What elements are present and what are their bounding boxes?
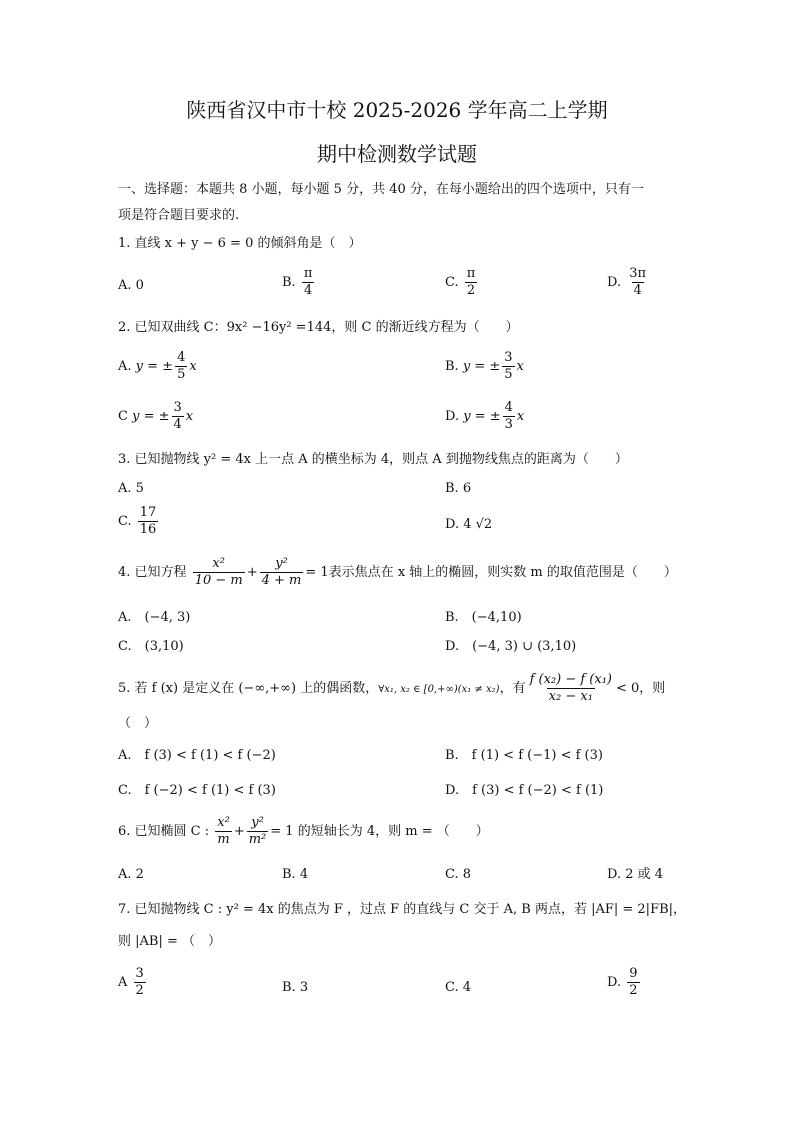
- q2-option-d-fraction: $\frac{4}{3}$: [504, 400, 513, 432]
- q2-stem: 2. 已知双曲线 C：9x² −16y² =144，则 C 的渐近线方程为（ ）: [118, 320, 519, 335]
- q5-option-a: A. f (3) < f (1) < f (−2): [118, 748, 276, 763]
- q1-option-a: A. 0: [118, 278, 144, 293]
- q3-option-c-fraction: $\frac{17}{16}$: [139, 505, 157, 537]
- q1-option-d-fraction: $\frac{3\pi}{4}$: [629, 266, 647, 298]
- q4-option-d: D. (−4, 3) ∪ (3,10): [445, 639, 577, 654]
- q5-answer-bracket: （ ）: [118, 716, 158, 731]
- exam-title-line2: 期中检测数学试题: [317, 142, 477, 166]
- q1-option-d: D. $\frac{3\pi}{4}$: [607, 266, 647, 298]
- q4-option-a: A. (−4, 3): [118, 610, 191, 625]
- q7-option-a-fraction: $\frac{3}{2}$: [135, 966, 144, 998]
- section-instructions-line1: 一、选择题：本题共 8 小题，每小题 5 分，共 40 分，在每小题给出的四个选项中，只有一: [118, 182, 644, 197]
- q5-option-b: B. f (1) < f (−1) < f (3): [445, 748, 603, 763]
- q3-stem: 3. 已知抛物线 y² = 4x 上一点 A 的横坐标为 4，则点 A 到抛物线焦点的距离为（ ）: [118, 452, 628, 467]
- q1-option-c-fraction: $\frac{\pi}{2}$: [466, 266, 476, 298]
- q5-option-d: D. f (3) < f (−2) < f (1): [445, 783, 604, 798]
- q7-stem-line1: 7. 已知抛物线 C : y² = 4x 的焦点为 F ，过点 F 的直线与 C 交于 A, B 两点，若 |AF| = 2|FB|，: [118, 902, 687, 917]
- q2-option-c: C y = ± $\frac{3}{4}$ x: [118, 400, 194, 432]
- q7-option-d-fraction: $\frac{9}{2}$: [629, 966, 638, 998]
- q2-option-a-fraction: $\frac{4}{5}$: [177, 350, 186, 382]
- q7-option-b: B. 3: [282, 980, 309, 995]
- q3-option-a: A. 5: [118, 481, 144, 496]
- q5-option-c: C. f (−2) < f (1) < f (3): [118, 783, 276, 798]
- q4-option-c: C. (3,10): [118, 639, 184, 654]
- q7-option-d: D. $\frac{9}{2}$: [607, 966, 638, 998]
- q6-option-b: B. 4: [282, 867, 309, 882]
- q6-option-d: D. 2 或 4: [607, 867, 664, 882]
- section-instructions-line2: 项是符合题目要求的.: [118, 208, 240, 223]
- q2-option-b-fraction: $\frac{3}{5}$: [504, 350, 513, 382]
- q7-option-a: A $\frac{3}{2}$: [118, 966, 144, 998]
- q6-option-c: C. 8: [445, 867, 472, 882]
- q1-stem: 1. 直线 x + y − 6 = 0 的倾斜角是（ ）: [118, 236, 362, 251]
- q5-fraction: $\frac{\text{f (x₂) − f (x₁)}}{\text{x₂ − x₁}}$: [529, 672, 612, 704]
- q2-option-c-fraction: $\frac{3}{4}$: [173, 400, 182, 432]
- q5-stem: 5. 若 f (x) 是定义在 (−∞,+∞) 上的偶函数，∀x₁, x₂ ∈ [0,+∞)(x₁ ≠ x₂)，有 $\frac{\text{f (x₂) − f (x₁)}}{\text{x₂ − x₁}}$ < 0，则: [118, 672, 666, 704]
- q1-option-b: B. $\frac{\pi}{4}$: [282, 266, 313, 298]
- q4-fraction-y: $\frac{\text{y²}}{4 + m}$: [261, 556, 302, 588]
- exam-title-line1: 陕西省汉中市十校 2025-2026 学年高二上学期: [186, 98, 608, 122]
- q7-option-c: C. 4: [445, 980, 472, 995]
- q2-option-b: B. y = ± $\frac{3}{5}$ x: [445, 350, 524, 382]
- q4-option-b: B. (−4,10): [445, 610, 522, 625]
- q4-stem: 4. 已知方程 $\frac{\text{x²}}{10 - m}$ + $\frac{\text{y²}}{4 + m}$ = 1表示焦点在 x 轴上的椭圆，则实数 m 的取值范围是（ ）: [118, 556, 677, 588]
- q1-option-c: C. $\frac{\pi}{2}$: [445, 266, 476, 298]
- q2-option-a: A. y = ± $\frac{4}{5}$ x: [118, 350, 197, 382]
- q4-fraction-x: $\frac{\text{x²}}{10 - m}$: [194, 556, 243, 588]
- q3-option-b: B. 6: [445, 481, 472, 496]
- q3-option-d: D. 4 √2: [445, 517, 493, 532]
- q6-option-a: A. 2: [118, 867, 144, 882]
- q6-stem: 6. 已知椭圆 C : $\frac{\text{x²}}{m}$ + $\frac{\text{y²}}{\text{m²}}$ = 1 的短轴长为 4，则 m = （ ）: [118, 815, 489, 847]
- q6-fraction-x: $\frac{\text{x²}}{m}$: [217, 815, 230, 847]
- q3-option-c: C. $\frac{17}{16}$: [118, 505, 157, 537]
- q2-option-d: D. y = ± $\frac{4}{3}$ x: [445, 400, 525, 432]
- q1-option-b-fraction: $\frac{\pi}{4}$: [303, 266, 313, 298]
- q7-stem-line2: 则 |AB| = （ ）: [118, 934, 221, 949]
- q6-fraction-y: $\frac{\text{y²}}{\text{m²}}$: [248, 815, 267, 847]
